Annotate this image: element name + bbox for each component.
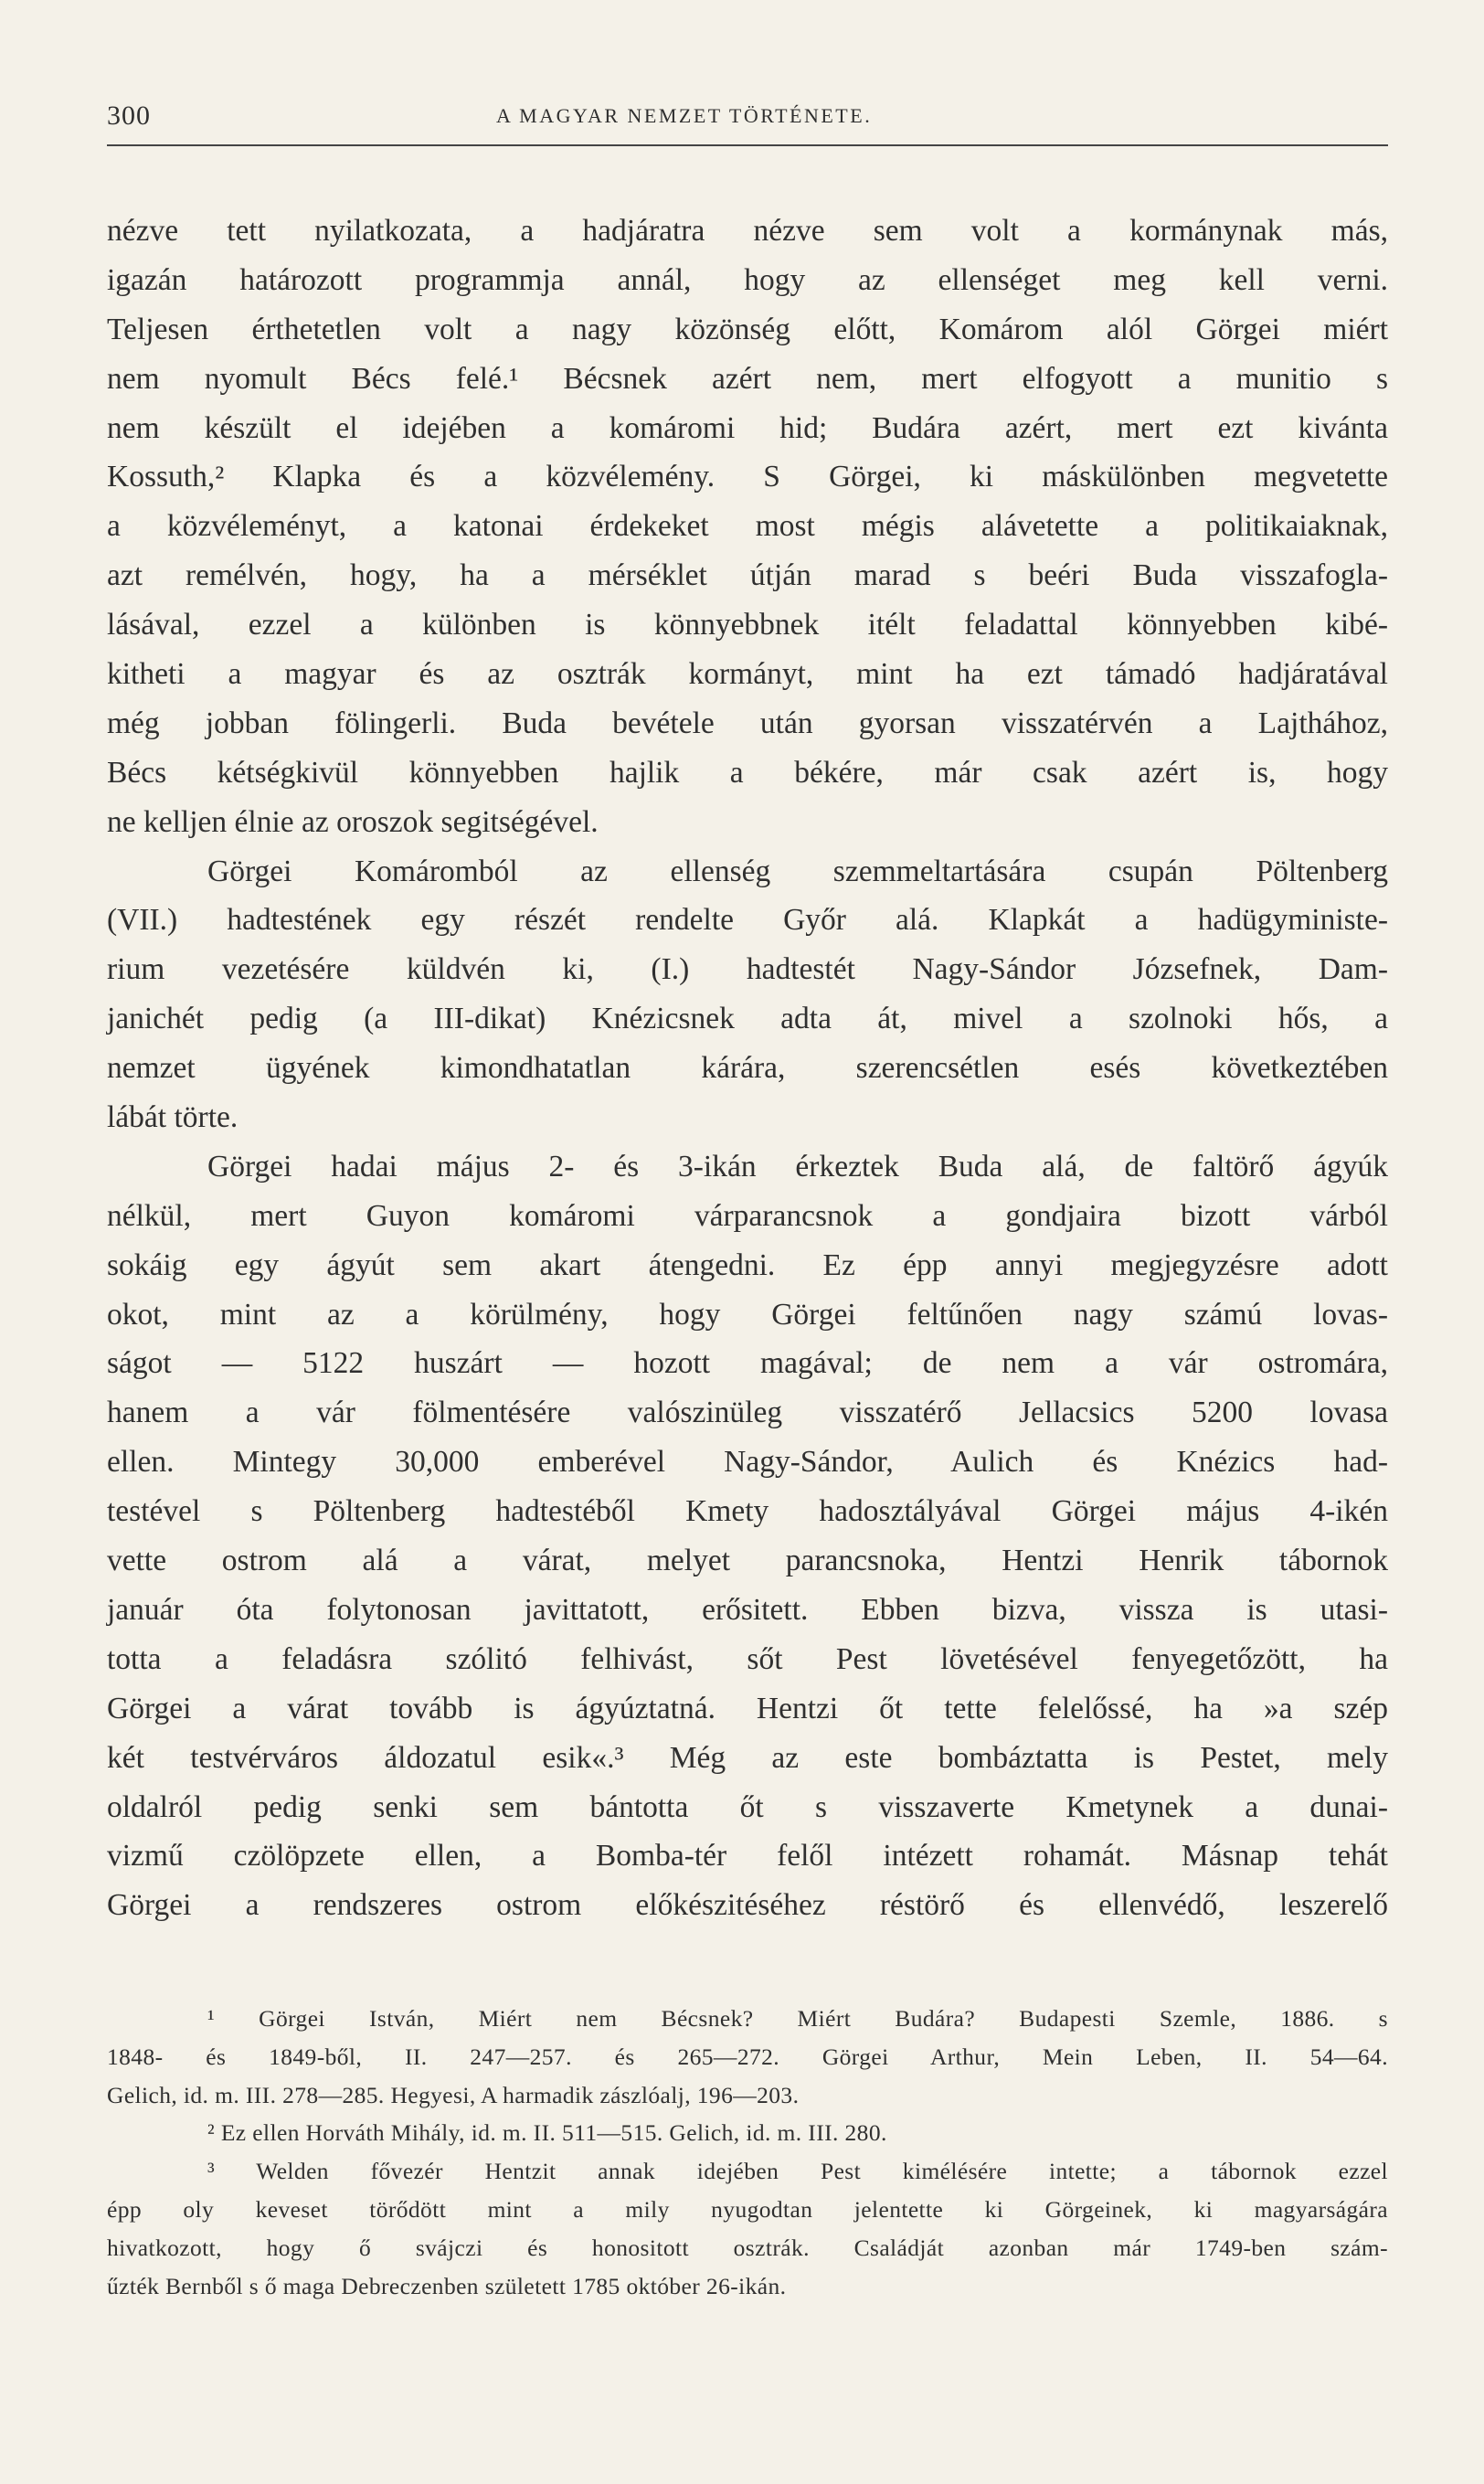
page-number: 300 (107, 101, 151, 131)
text-line: azt remélvén, hogy, ha a mérséklet útján marad s beéri Buda visszafogla- (107, 558, 1388, 593)
text-line: Kossuth,² Klapka és a közvélemény. S Görgei, ki máskülönben megvetette (107, 460, 1388, 494)
text-line: kitheti a magyar és az osztrák kormányt, mint ha ezt támadó hadjáratával (107, 657, 1388, 692)
text-line: nem készült el idejében a komáromi hid; Budára azért, mert ezt kivánta (107, 410, 1388, 445)
text-line: rium vezetésére küldvén ki, (I.) hadtestét Nagy-Sándor Józsefnek, Dam- (107, 952, 1388, 987)
footnote-line: hivatkozott, hogy ő svájczi és honositott osztrák. Családját azonban már 1749-ben szám- (107, 2234, 1388, 2261)
text-line: igazán határozott programmja annál, hogy az ellenséget meg kell verni. (107, 262, 1388, 297)
running-title: A MAGYAR NEMZET TÖRTÉNETE. (496, 104, 873, 127)
text-line: Görgei hadai május 2- és 3-ikán érkeztek Buda alá, de faltörő ágyúk (207, 1149, 1388, 1184)
footnote-line: ² Ez ellen Horváth Mihály, id. m. II. 511—515. Gelich, id. m. III. 280. (207, 2119, 887, 2147)
text-line: totta a feladásra szólitó felhivást, sőt Pest lövetésével fenyegetőzött, ha (107, 1641, 1388, 1676)
footnote-line: ³ Welden fővezér Hentzit annak idejében Pest kimélésére intette; a tábornok ezzel (207, 2158, 1388, 2185)
text-line: janichét pedig (a III-dikat) Knézicsnek adta át, mivel a szolnoki hős, a (107, 1002, 1388, 1036)
footnote-line: épp oly keveset törődött mint a mily nyugodtan jelentette ki Görgeinek, ki magyarságára (107, 2195, 1388, 2223)
text-line: nézve tett nyilatkozata, a hadjáratra nézve sem volt a kormánynak más, (107, 214, 1388, 248)
text-line: Bécs kétségkivül könnyebben hajlik a békére, már csak azért is, hogy (107, 755, 1388, 790)
text-line: még jobban fölingerli. Buda bevétele után gyorsan visszatérvén a Lajthához, (107, 706, 1388, 740)
text-line: testével s Pöltenberg hadtestéből Kmety hadosztályával Görgei május 4-ikén (107, 1494, 1388, 1529)
text-line: január óta folytonosan javittatott, erősitett. Ebben bizva, vissza is utasi- (107, 1592, 1388, 1627)
footnotes (107, 2000, 1388, 2305)
text-line: nemzet ügyének kimondhatatlan kárára, szerencsétlen esés következtében (107, 1051, 1388, 1086)
text-line: Teljesen érthetetlen volt a nagy közönség előtt, Komárom alól Görgei miért (107, 312, 1388, 346)
text-line: vizmű czölöpzete ellen, a Bomba-tér felől intézett rohamát. Másnap tehát (107, 1839, 1388, 1874)
text-line: két testvérváros áldozatul esik«.³ Még az este bombáztatta is Pestet, mely (107, 1740, 1388, 1775)
text-line: lábát törte. (107, 1100, 238, 1135)
text-line: sokáig egy ágyút sem akart átengedni. Ez épp annyi megjegyzésre adott (107, 1247, 1388, 1282)
text-line: Görgei a várat tovább is ágyúztatná. Hentzi őt tette felelőssé, ha »a szép (107, 1691, 1388, 1725)
text-line: hanem a vár fölmentésére valószinüleg visszatérő Jellacsics 5200 lovasa (107, 1396, 1388, 1430)
footnote-line: ¹ Görgei István, Miért nem Bécsnek? Miért Budára? Budapesti Szemle, 1886. s (207, 2005, 1388, 2032)
text-line: oldalról pedig senki sem bántotta őt s visszaverte Kmetynek a dunai- (107, 1789, 1388, 1824)
text-line: ellen. Mintegy 30,000 emberével Nagy-Sándor, Aulich és Knézics had- (107, 1445, 1388, 1480)
body-text (107, 207, 1388, 1930)
text-line: vette ostrom alá a várat, melyet parancsnoka, Hentzi Henrik tábornok (107, 1544, 1388, 1578)
footnote-line: Gelich, id. m. III. 278—285. Hegyesi, A harmadik zászlóalj, 196—203. (107, 2081, 800, 2108)
text-line: nélkül, mert Guyon komáromi várparancsnok a gondjaira bizott várból (107, 1198, 1388, 1233)
text-line: ne kelljen élnie az oroszok segitségével. (107, 804, 599, 839)
text-line: lásával, ezzel a különben is könnyebbnek itélt feladattal könnyebben kibé- (107, 608, 1388, 642)
running-header (107, 95, 1388, 137)
footnote-line: űzték Bernből s ő maga Debreczenben született 1785 október 26-ikán. (107, 2272, 787, 2299)
text-line: (VII.) hadtestének egy részét rendelte Győr alá. Klapkát a hadügyministe- (107, 903, 1388, 938)
header-rule (107, 144, 1388, 146)
text-line: Görgei Komáromból az ellenség szemmeltartására csupán Pöltenberg (207, 854, 1388, 888)
text-line: nem nyomult Bécs felé.¹ Bécsnek azért nem, mert elfogyott a munitio s (107, 361, 1388, 396)
text-line: okot, mint az a körülmény, hogy Görgei feltűnően nagy számú lovas- (107, 1297, 1388, 1332)
footnote-line: 1848- és 1849-ből, II. 247—257. és 265—272. Görgei Arthur, Mein Leben, II. 54—64. (107, 2043, 1388, 2070)
text-line: a közvéleményt, a katonai érdekeket most mégis alávetette a politikaiaknak, (107, 509, 1388, 544)
text-line: ságot — 5122 huszárt — hozott magával; de nem a vár ostromára, (107, 1346, 1388, 1381)
text-line: Görgei a rendszeres ostrom előkészitéséhez réstörő és ellenvédő, leszerelő (107, 1888, 1388, 1923)
